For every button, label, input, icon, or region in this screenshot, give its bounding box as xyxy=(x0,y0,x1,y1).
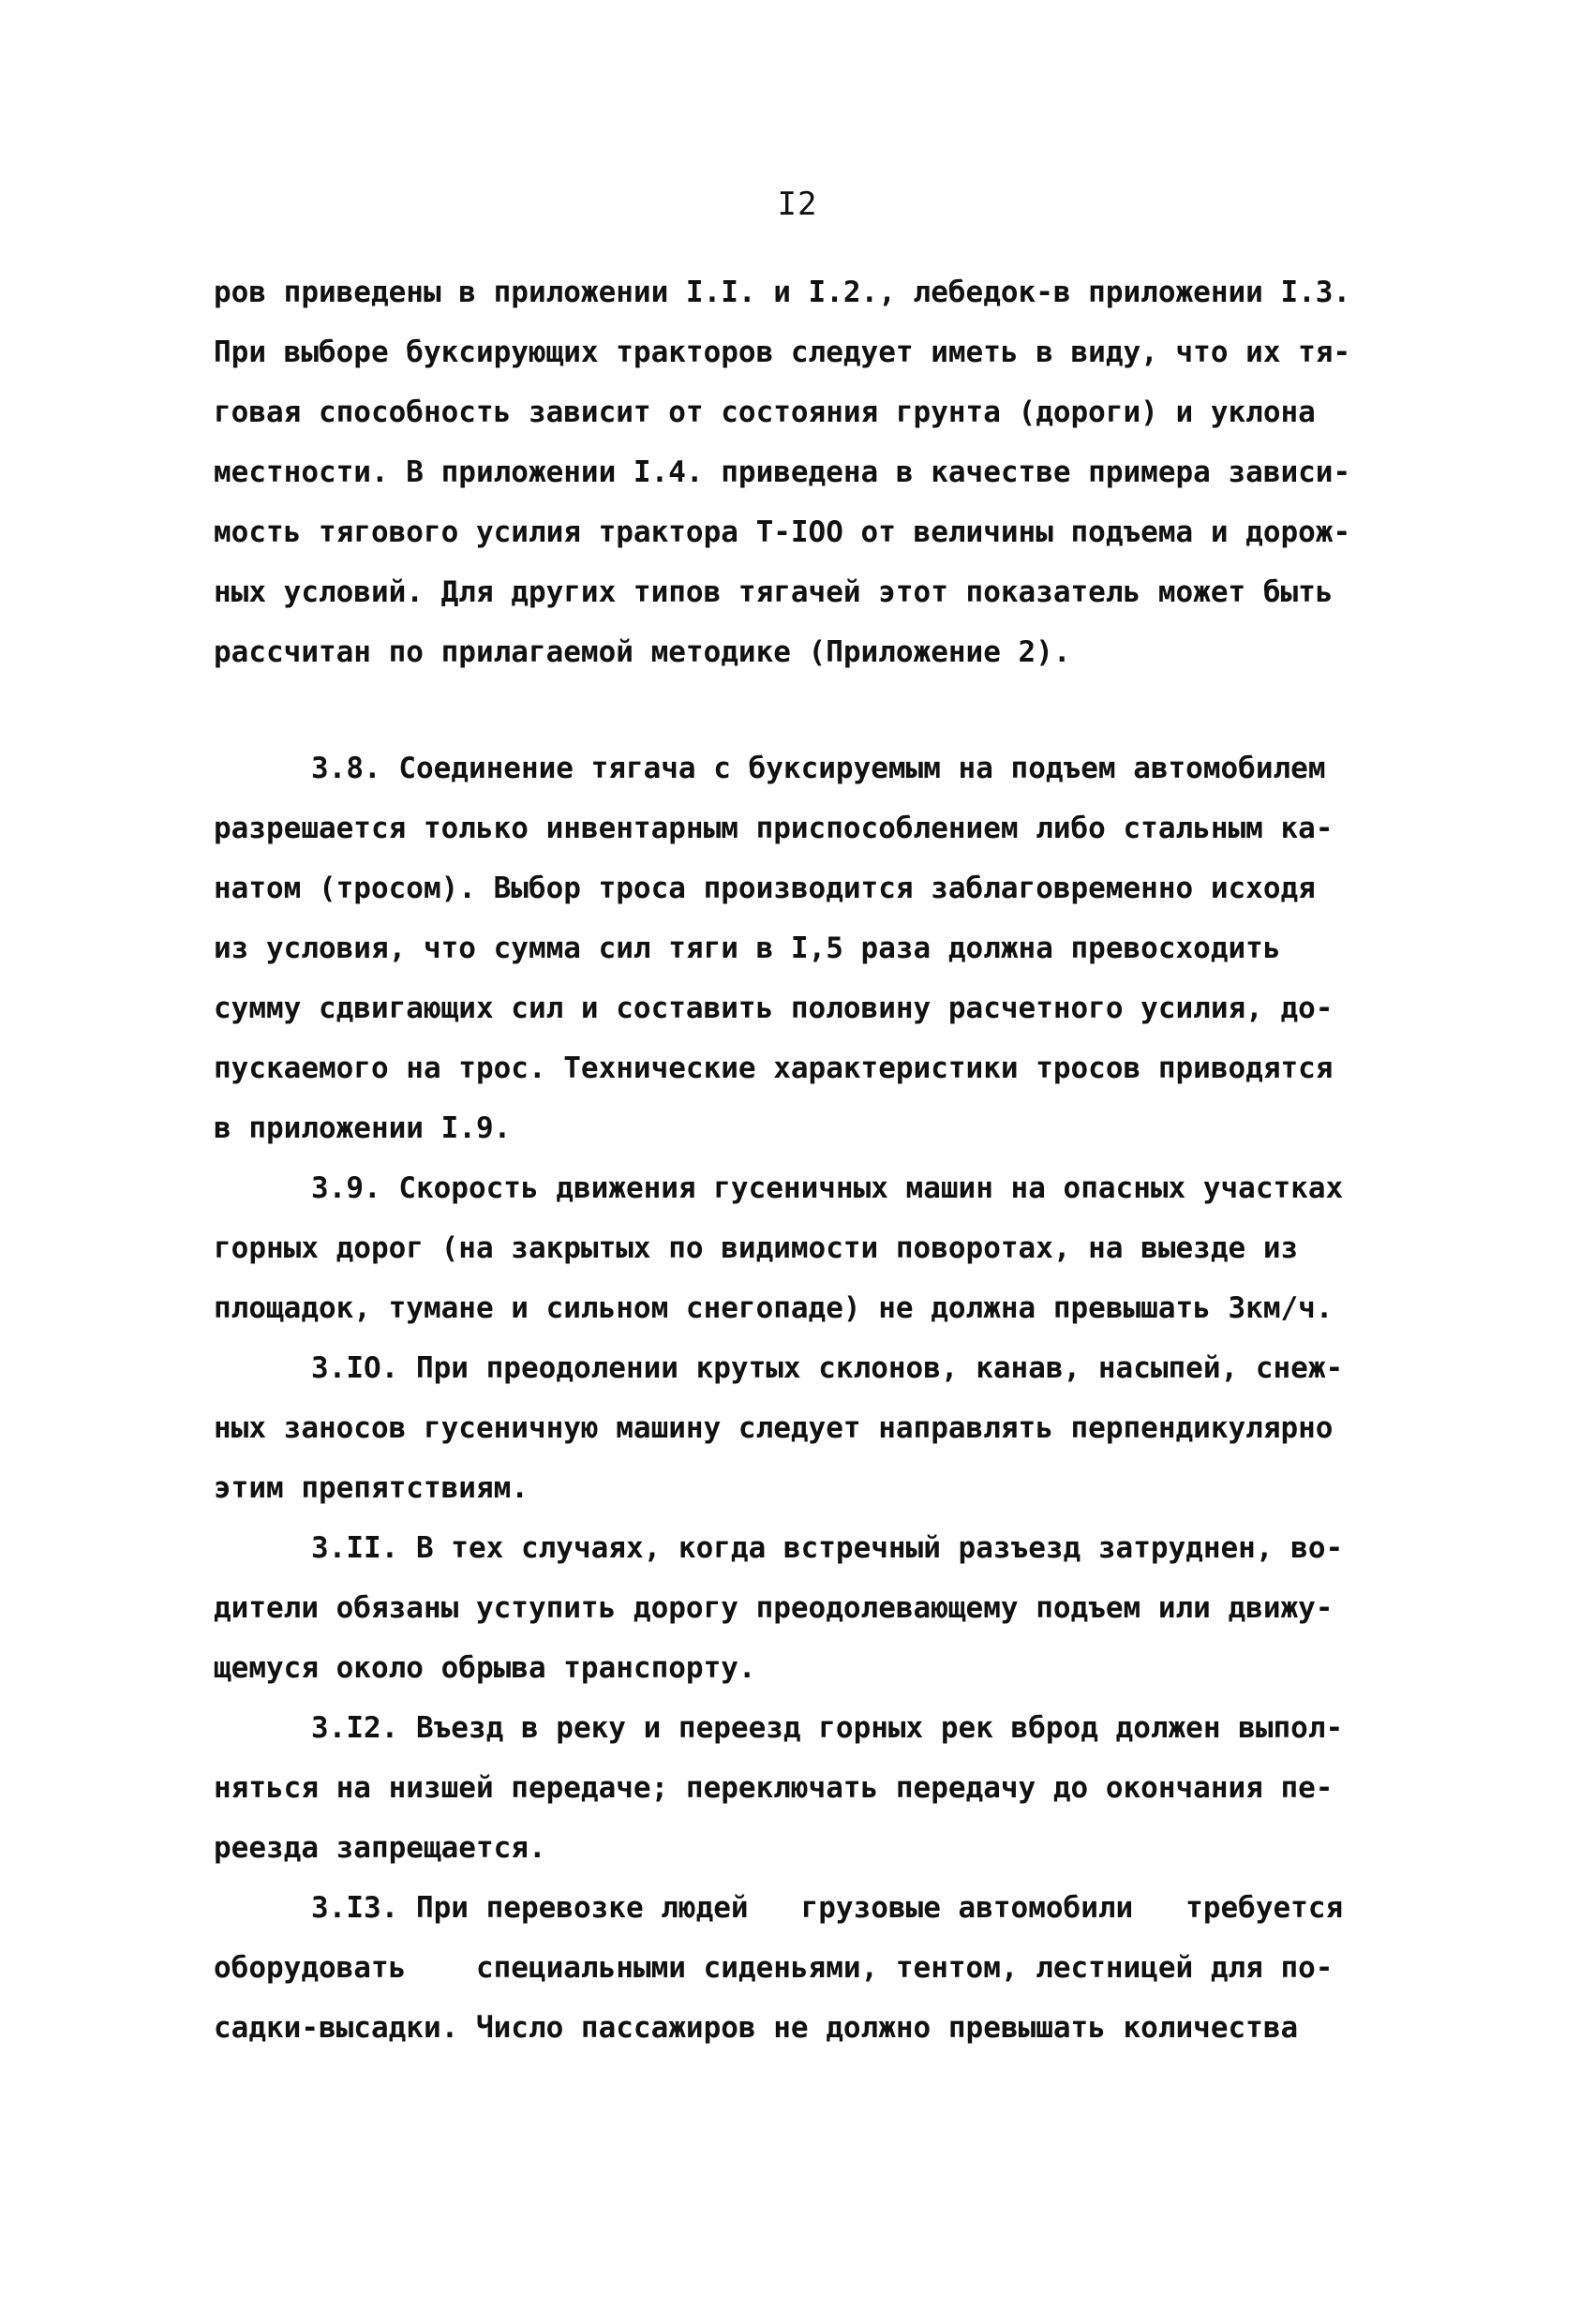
page-text xyxy=(214,262,1423,2058)
paragraph-continuation xyxy=(214,262,1423,682)
text-line: рассчитан по прилагаемой методике (Приложение 2). xyxy=(214,635,1071,669)
text-line: реезда запрещается. xyxy=(214,1831,546,1865)
text-line: из условия, что сумма сил тяги в I,5 раза должна превосходить xyxy=(214,931,1281,965)
text-line: этим препятствиям. xyxy=(214,1471,529,1505)
text-line: натом (тросом). Выбор троса производится заблаговременно исходя xyxy=(214,872,1316,905)
text-line: говая способность зависит от состояния грунта (дороги) и уклона xyxy=(214,395,1316,429)
text-line: оборудовать специальными сиденьями, тентом, лестницей для по- xyxy=(214,1951,1334,1985)
text-line: 3.I3. При перевозке людей грузовые автомобили требуется xyxy=(311,1891,1344,1925)
page-number: I2 xyxy=(777,186,818,223)
text-line: мость тягового усилия трактора Т-IOO от величины подъема и дорож- xyxy=(214,515,1351,549)
text-line: 3.IO. При преодолении крутых склонов, канав, насыпей, снеж- xyxy=(311,1351,1344,1385)
text-line: разрешается только инвентарным приспособлением либо стальным ка- xyxy=(214,812,1334,845)
text-line: ных условий. Для других типов тягачей этот показатель может быть xyxy=(214,575,1334,609)
paragraph-section-3-10 xyxy=(214,1338,1423,1518)
paragraph-section-3-11 xyxy=(214,1518,1423,1698)
text-line: 3.9. Скорость движения гусеничных машин на опасных участках xyxy=(311,1171,1344,1205)
text-line: площадок, тумане и сильном снегопаде) не должна превышать 3км/ч. xyxy=(214,1291,1334,1325)
text-line: ров приведены в приложении I.I. и I.2., лебедок-в приложении I.3. xyxy=(214,276,1351,309)
paragraph-section-3-8 xyxy=(214,738,1423,1158)
text-line: 3.II. В тех случаях, когда встречный разъезд затруднен, во- xyxy=(311,1531,1344,1565)
text-line: При выборе буксирующих тракторов следует иметь в виду, что их тя- xyxy=(214,335,1351,369)
text-line: сумму сдвигающих сил и составить половину расчетного усилия, до- xyxy=(214,991,1334,1025)
paragraph-section-3-12 xyxy=(214,1698,1423,1878)
paragraph-section-3-13 xyxy=(214,1878,1423,2058)
text-line: горных дорог (на закрытых по видимости поворотах, на выезде из xyxy=(214,1231,1299,1265)
paragraph-gap xyxy=(214,682,1423,738)
text-line: пускаемого на трос. Технические характеристики тросов приводятся xyxy=(214,1051,1334,1085)
text-line: в приложении I.9. xyxy=(214,1111,512,1145)
text-line: садки-высадки. Число пассажиров не должно превышать количества xyxy=(214,2011,1299,2045)
text-line: щемуся около обрыва транспорту. xyxy=(214,1651,756,1685)
text-line: 3.I2. Въезд в реку и переезд горных рек вброд должен выпол- xyxy=(311,1711,1344,1745)
paragraph-section-3-9 xyxy=(214,1158,1423,1338)
text-line: 3.8. Соединение тягача с буксируемым на подъем автомобилем xyxy=(311,752,1326,785)
text-line: местности. В приложении I.4. приведена в качестве примера зависи- xyxy=(214,455,1351,489)
text-line: ных заносов гусеничную машину следует направлять перпендикулярно xyxy=(214,1411,1334,1445)
text-line: няться на низшей передаче; переключать передачу до окончания пе- xyxy=(214,1771,1334,1805)
text-line: дители обязаны уступить дорогу преодолевающему подъем или движу- xyxy=(214,1591,1334,1625)
